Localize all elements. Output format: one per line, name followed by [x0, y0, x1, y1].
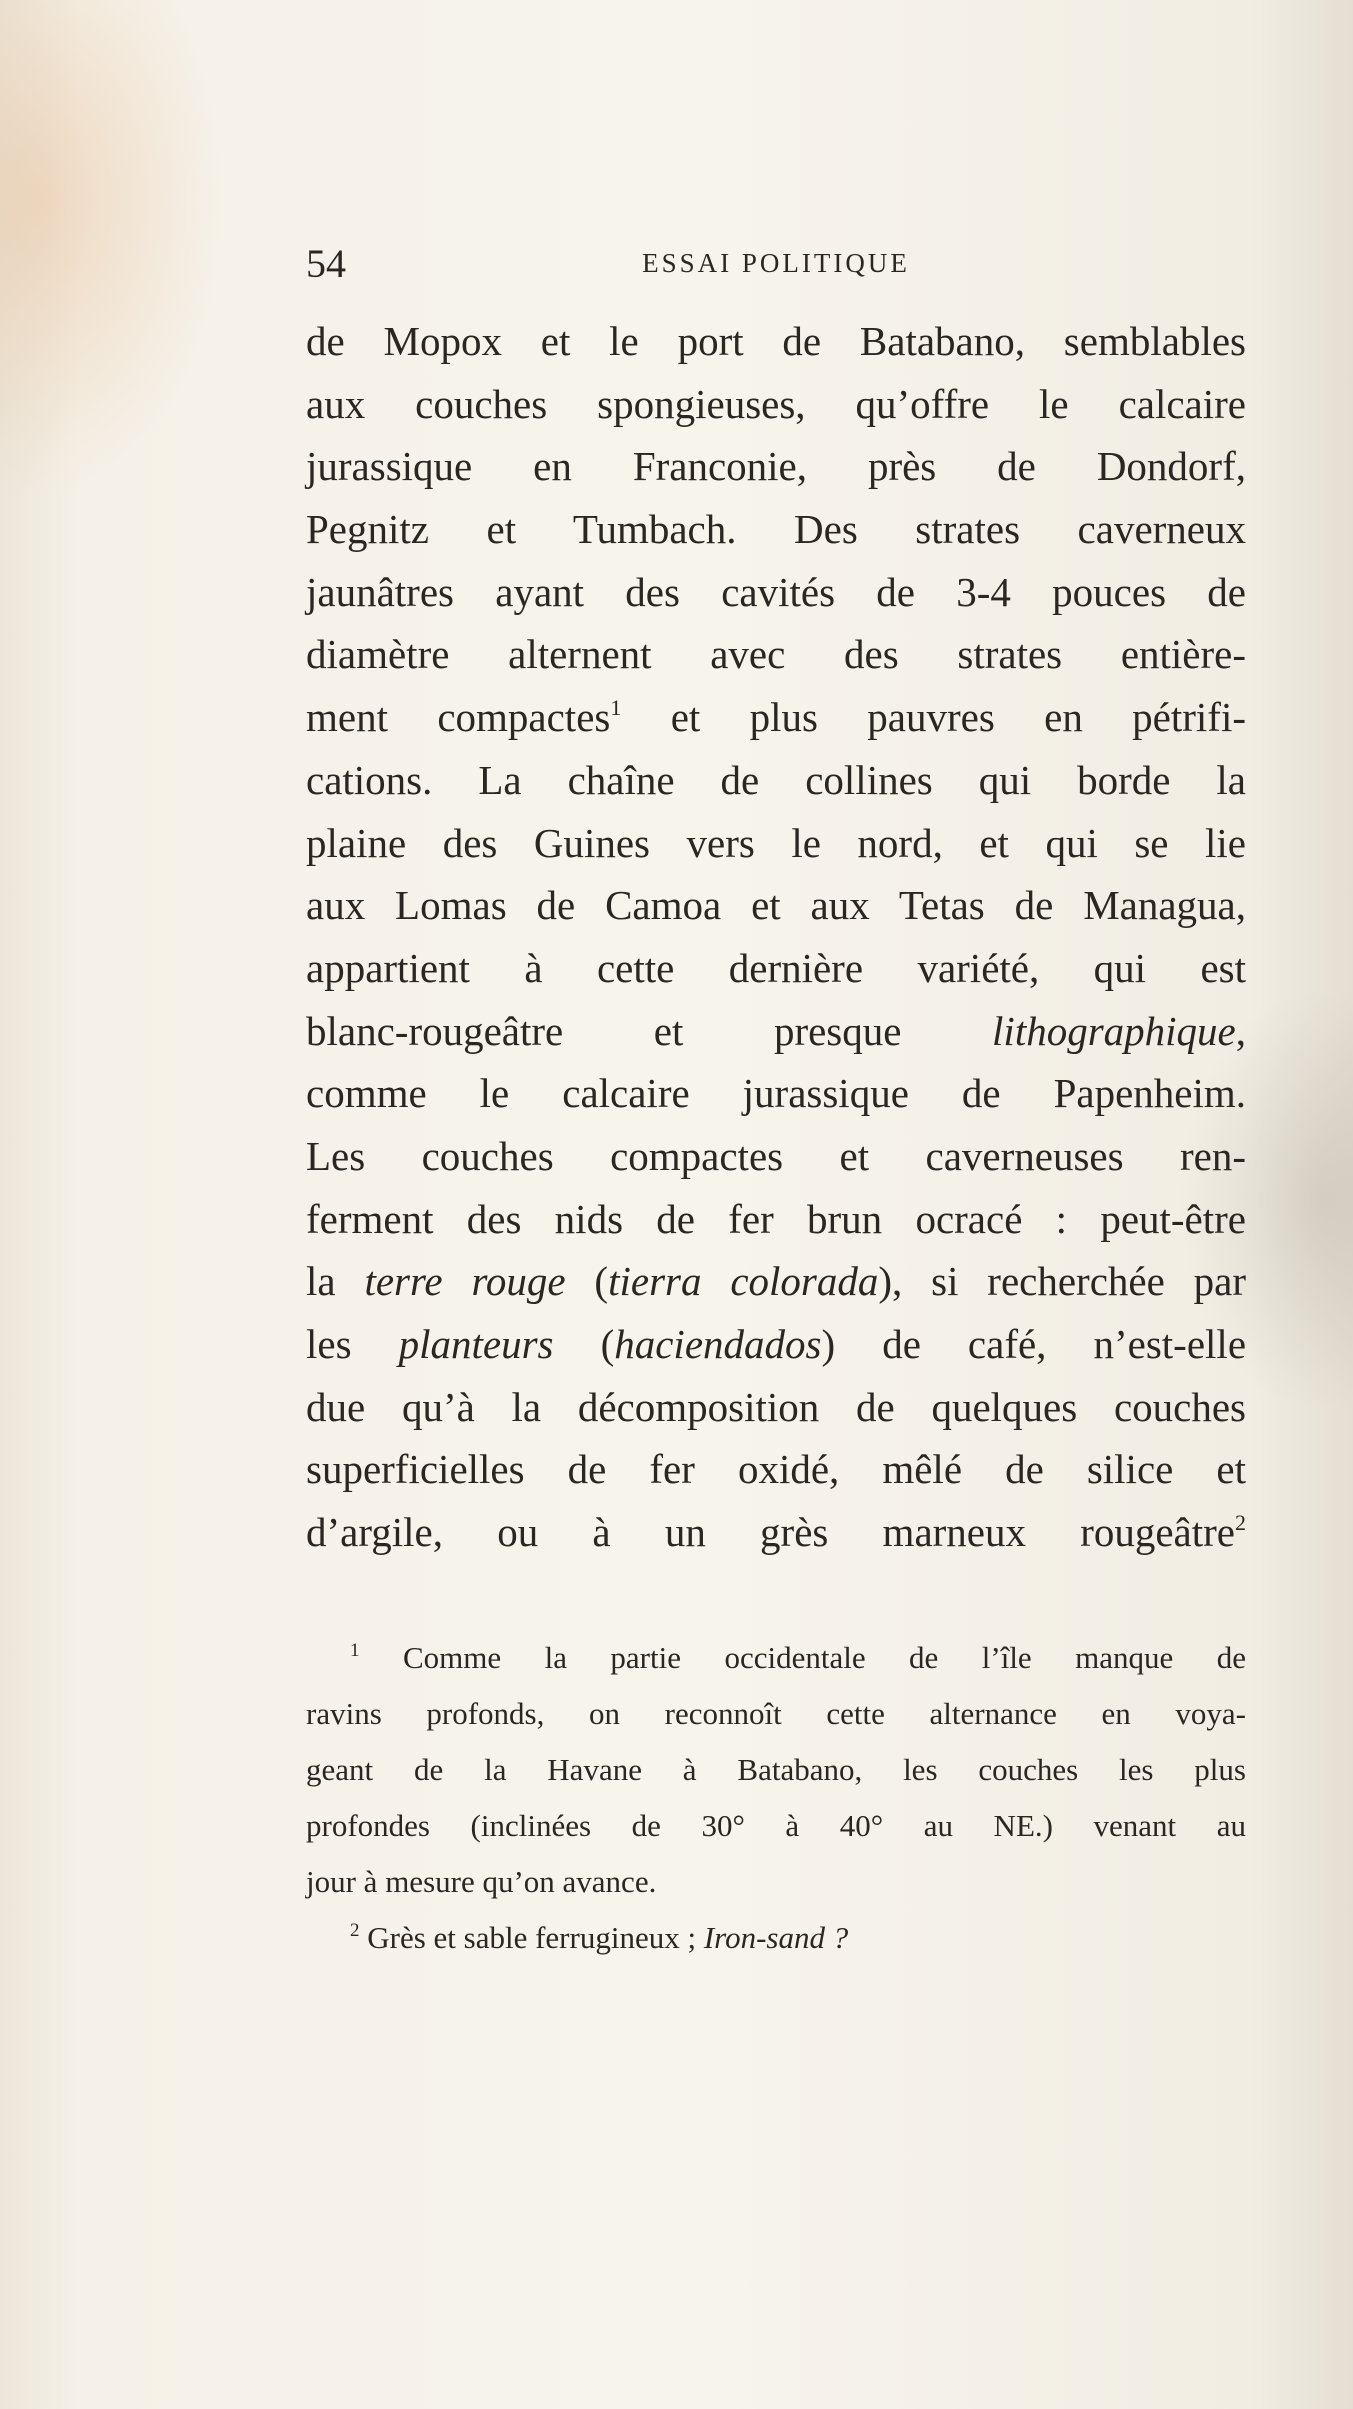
text-line: blanc-rougeâtre et presque lithographique,	[306, 1007, 1246, 1054]
text-line: les planteurs (haciendados) de café, n’est-elle	[306, 1321, 1247, 1367]
footnote-1-line: $^1$ Comme la partie occidentale de l’île manque de	[350, 1640, 1247, 1675]
running-head: ESSAI POLITIQUE	[642, 248, 910, 278]
footnote-2-line: $^2$ Grès et sable ferrugineux ; Iron-sand ?	[350, 1920, 849, 1955]
text-line: jaunâtres ayant des cavités de 3-4 pouces de	[306, 568, 1246, 615]
footnote-marker: 2	[1235, 1510, 1246, 1536]
text-line: Les couches compactes et caverneuses ren-	[306, 1132, 1246, 1179]
text-line: due qu’à la décomposition de quelques couches	[306, 1383, 1246, 1430]
text-line: jurassique en Franconie, près de Dondorf,	[306, 443, 1246, 490]
text-line: cations. La chaîne de collines qui borde la	[306, 756, 1246, 803]
text-line: d’argile, ou à un grès marneux rougeâtre$^2$	[306, 1509, 1246, 1556]
text-line: aux Lomas de Camoa et aux Tetas de Managua,	[306, 882, 1246, 929]
text-line: la terre rouge (tierra colorada), si recherchée par	[306, 1258, 1246, 1305]
text-line: diamètre alternent avec des strates entière-	[306, 631, 1246, 678]
footnotes	[306, 1630, 1246, 1966]
footnote-marker: 1	[610, 695, 622, 721]
text-line: Pegnitz et Tumbach. Des strates caverneux	[306, 506, 1246, 553]
text-line: appartient à cette dernière variété, qui est	[306, 944, 1246, 991]
text-line: aux couches spongieuses, qu’offre le calcaire	[306, 380, 1246, 427]
body-text	[306, 310, 1246, 1564]
footnote-marker: 2	[350, 1920, 360, 1941]
text-line: superficielles de fer oxidé, mêlé de silice et	[306, 1446, 1246, 1493]
page-number: 54	[306, 241, 346, 286]
text-line: comme le calcaire jurassique de Papenheim.	[306, 1070, 1246, 1117]
footnote-1-line: profondes (inclinées de 30° à 40° au NE.) venant au	[306, 1808, 1246, 1843]
page-header	[306, 240, 1246, 300]
footnote-1-line: ravins profonds, on reconnoît cette alternance en voya-	[306, 1696, 1246, 1731]
text-line: ferment des nids de fer brun ocracé : peut-être	[306, 1195, 1246, 1242]
text-line: plaine des Guines vers le nord, et qui se lie	[306, 819, 1246, 866]
text-line: ment compactes$^1$ et plus pauvres en pétrifi-	[306, 694, 1247, 741]
footnote-1-line: jour à mesure qu’on avance.	[306, 1864, 657, 1899]
footnote-1-line: geant de la Havane à Batabano, les couches les plus	[306, 1752, 1246, 1787]
text-line: de Mopox et le port de Batabano, semblables	[306, 318, 1246, 364]
footnote-marker: 1	[350, 1640, 360, 1661]
